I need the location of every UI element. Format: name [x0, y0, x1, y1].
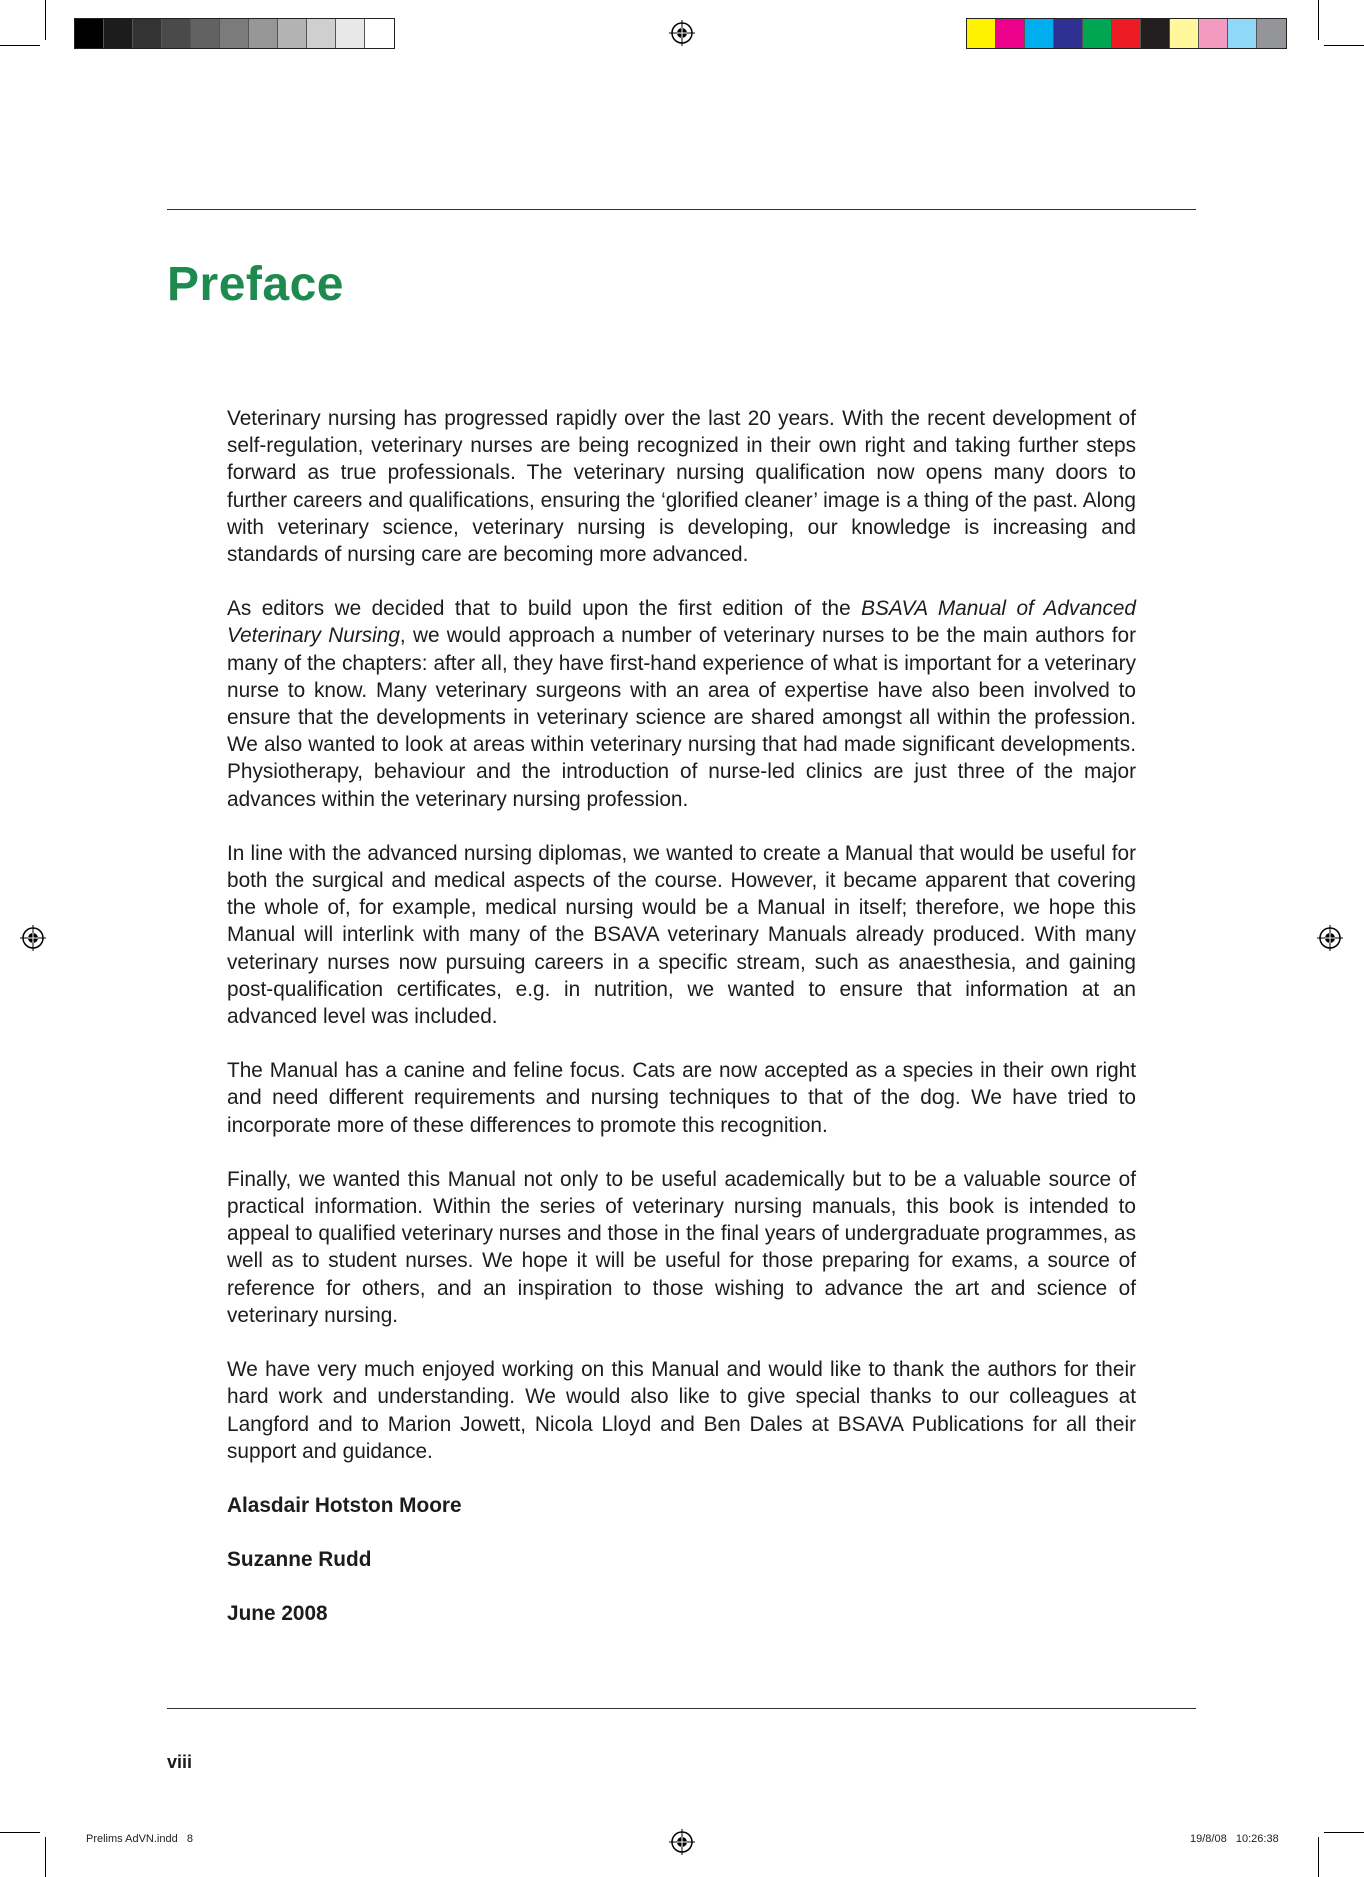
book-title: BSAVA Manual of Advanced Veterinary Nursing [227, 597, 1136, 648]
paragraph [227, 595, 1136, 813]
color-swatch [365, 19, 394, 48]
crop-mark [1324, 1832, 1364, 1833]
color-swatch-strip [966, 18, 1287, 49]
color-swatch [162, 19, 191, 48]
registration-mark-icon [20, 925, 46, 951]
slug-timestamp: 19/8/08 10:26:38 [1190, 1833, 1279, 1845]
preface-date: June 2008 [227, 1602, 328, 1626]
preface-body [227, 405, 1136, 1655]
color-swatch [1141, 19, 1170, 48]
color-swatch [104, 19, 133, 48]
color-swatch [996, 19, 1025, 48]
author-name: Suzanne Rudd [227, 1548, 372, 1572]
paragraph-text: As editors we decided that to build upon the first edition of the [227, 597, 862, 621]
signature-block [227, 1492, 1136, 1573]
crop-mark [1318, 0, 1319, 40]
paragraph-text: , we would approach a number of veterinary nurses to be the main authors for many of the chapters: after all, they have first-hand experience of what is important for a veterinary nurse to know. Many veterinary surgeons with an area of expertise have also been involved to ensure that the developments in veterinary science are shared amongst all within the profession. We also wanted to look at areas within veterinary nursing that had made significant developments. Physiotherapy, behaviour and the introduction of nurse-led clinics are just three of the major advances within the veterinary nursing profession. [227, 624, 1136, 811]
footer-rule [167, 1708, 1196, 1709]
paragraph: The Manual has a canine and feline focus. Cats are now accepted as a species in their own right and need different requirements and nursing techniques to that of the dog. We have tried to incorporate more of these differences to promote this recognition. [227, 1059, 1136, 1137]
page-title: Preface [167, 258, 344, 311]
crop-mark [45, 1837, 46, 1877]
crop-mark [0, 1832, 40, 1833]
color-swatch [1112, 19, 1141, 48]
crop-mark [45, 0, 46, 40]
registration-mark-icon [1317, 925, 1343, 951]
color-swatch [278, 19, 307, 48]
header-rule [167, 209, 1196, 210]
page-number: viii [167, 1752, 193, 1772]
color-swatch [1054, 19, 1083, 48]
crop-mark [1318, 1837, 1319, 1877]
paragraph: In line with the advanced nursing diplomas, we wanted to create a Manual that would be useful for both the surgical and medical aspects of the course. However, it became apparent that covering the whole of, for example, medical nursing would be a Manual in itself; therefore, we hope this Manual will interlink with many of the BSAVA veterinary Manuals already produced. With many veterinary nurses now pursuing careers in a specific stream, such as anaesthesia, and gaining post-qualification certificates, e.g. in nutrition, we wanted to ensure that information at an advanced level was included. [227, 841, 1136, 1029]
color-swatch [1170, 19, 1199, 48]
color-swatch [1199, 19, 1228, 48]
color-swatch [249, 19, 278, 48]
registration-mark-icon [669, 20, 695, 46]
color-swatch [1083, 19, 1112, 48]
author-name: Alasdair Hotston Moore [227, 1493, 462, 1517]
paragraph: Finally, we wanted this Manual not only to be useful academically but to be a valuable source of practical information. Within the series of veterinary nursing manuals, this book is intended to appeal to qualified veterinary nurses and those in the final years of undergraduate programmes, as well as to student nurses. We hope it will be useful for those preparing for exams, a source of reference for others, and an inspiration to those wishing to advance the art and science of veterinary nursing. [227, 1167, 1136, 1327]
grayscale-swatch-strip [74, 18, 395, 49]
color-swatch [1228, 19, 1257, 48]
color-swatch [336, 19, 365, 48]
color-swatch [1257, 19, 1286, 48]
paragraph: We have very much enjoyed working on this Manual and would like to thank the authors for their hard work and understanding. We would also like to give special thanks to our colleagues at Langford and to Marion Jowett, Nicola Lloyd and Ben Dales at BSAVA Publications for all their support and guidance. [227, 1358, 1136, 1463]
color-swatch [220, 19, 249, 48]
color-swatch [191, 19, 220, 48]
color-swatch [967, 19, 996, 48]
color-swatch [1025, 19, 1054, 48]
registration-mark-icon [669, 1829, 695, 1855]
color-swatch [133, 19, 162, 48]
crop-mark [0, 45, 40, 46]
crop-mark [1324, 45, 1364, 46]
color-swatch [75, 19, 104, 48]
paragraph: Veterinary nursing has progressed rapidly over the last 20 years. With the recent development of self-regulation, veterinary nurses are being recognized in their own right and taking further steps forward as true professionals. The veterinary nursing qualification now opens many doors to further careers and qualifications, ensuring the ‘glorified cleaner’ image is a thing of the past. Along with veterinary science, veterinary nursing is developing, our knowledge is increasing and standards of nursing care are becoming more advanced. [227, 407, 1136, 567]
slug-filename: Prelims AdVN.indd 8 [86, 1833, 193, 1845]
color-swatch [307, 19, 336, 48]
